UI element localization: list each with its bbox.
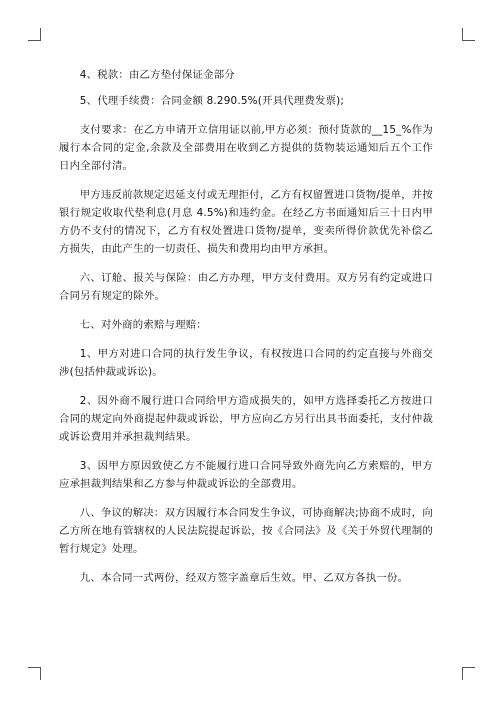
paragraph-payment-requirement: 支付要求：在乙方申请开立信用证以前,甲方必须：预付货款的__15_%作为履行本合同的定金,余款及全部费用在收到乙方提供的货物装运通知后五个工作日内全部付清。	[59, 124, 433, 172]
crop-mark-top-left	[28, 28, 41, 41]
paragraph-section-9-copies: 九、本合同一式两份，经双方签字盖章后生效。甲、乙双方各执一份。	[79, 572, 409, 584]
crop-mark-top-right	[462, 28, 475, 41]
crop-mark-bottom-right	[462, 667, 475, 680]
paragraph-late-payment: 甲方违反前款规定迟延支付或无理拒付，乙方有权留置进口货物/提单，并按银行规定收取代垫利息(月息 4.5%)和违约金。在经乙方书面通知后三十日内甲方仍不支付的情况下，乙方有权处置进口货物/提单，变卖所得价款优先补偿乙方损失，由此产生的一切责任、损失和费用均由甲方承担。	[59, 189, 433, 255]
paragraph-section-7-heading: 七、对外商的索赔与理赔：	[79, 319, 207, 331]
paragraph-agency-fee: 5、代理手续费：合同金额 8.290.5%(开具代理费发票);	[79, 95, 345, 107]
paragraph-section-8-dispute: 八、争议的解决：双方因履行本合同发生争议，可协商解决;协商不成时，向乙方所在地有管辖权的人民法院提起诉讼，按《合同法》及《关于外贸代理制的暂行规定》处理。	[59, 507, 433, 555]
paragraph-claim-3: 3、因甲方原因致使乙方不能履行进口合同导致外商先向乙方索赔的，甲方应承担裁判结果和乙方参与仲裁或诉讼的全部费用。	[59, 460, 433, 490]
paragraph-claim-2: 2、因外商不履行进口合同给甲方造成损失的，如甲方选择委托乙方按进口合同的规定向外商提起仲裁或诉讼，甲方应向乙方另行出具书面委托，支付仲裁或诉讼费用并承担裁判结果。	[59, 395, 433, 443]
crop-mark-bottom-left	[28, 667, 41, 680]
document-body	[59, 66, 433, 598]
paragraph-tax: 4、税款：由乙方垫付保证金部分	[79, 69, 235, 81]
paragraph-section-6-shipping: 六、订舱、报关与保险：由乙方办理，甲方支付费用。双方另有约定或进口合同另有规定的除外。	[59, 272, 433, 302]
paragraph-claim-1: 1、甲方对进口合同的执行发生争议，有权按进口合同的约定直接与外商交涉(包括仲裁或诉讼)。	[59, 348, 433, 378]
